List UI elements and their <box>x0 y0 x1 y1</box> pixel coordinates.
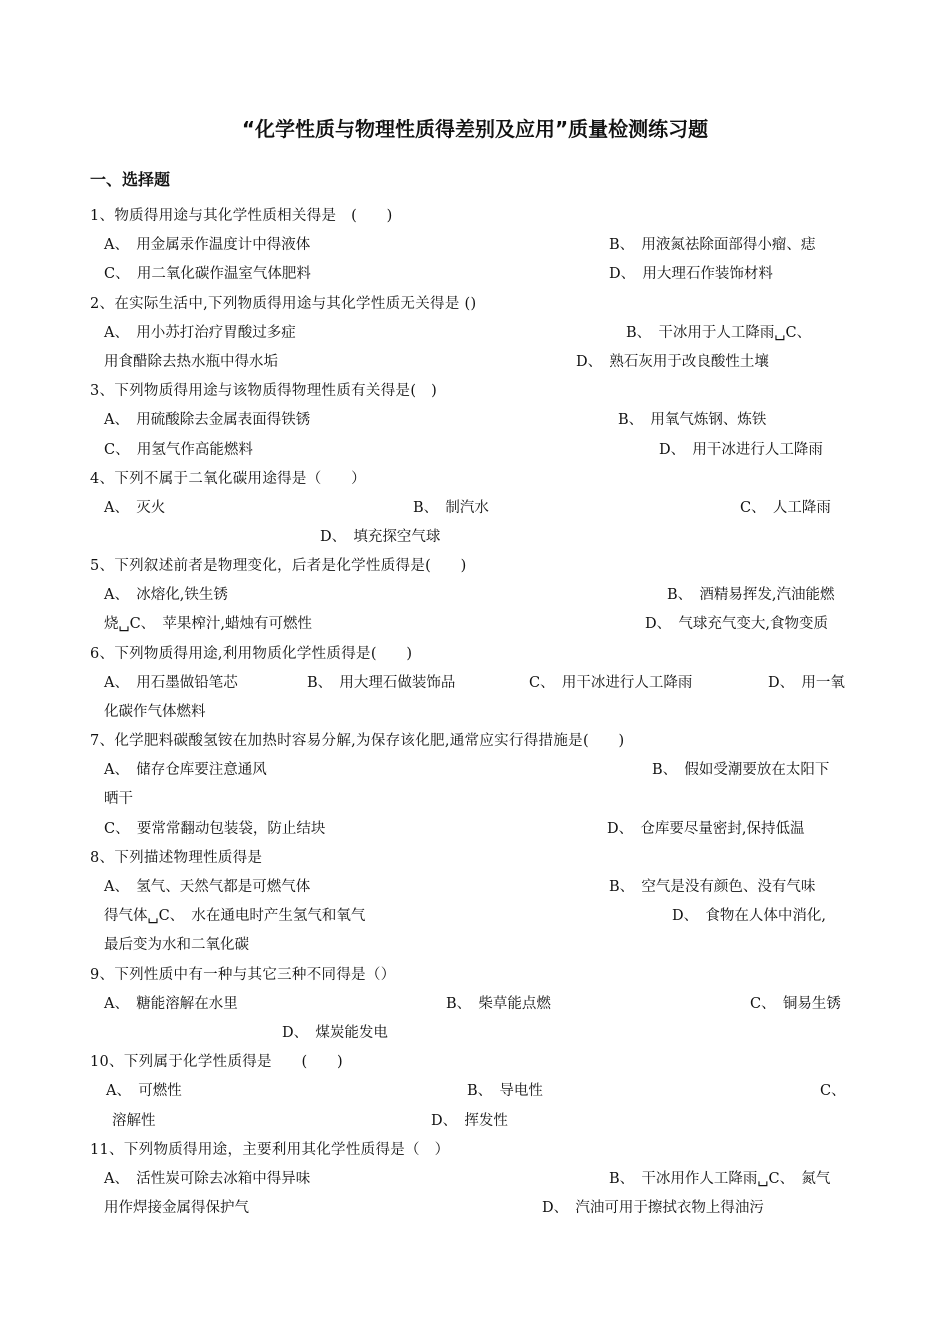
question-7-option-b: B、 假如受潮要放在太阳下 <box>652 762 830 778</box>
question-1-stem: 1、物质得用途与其化学性质相关得是 ( ) <box>90 208 393 224</box>
question-8-option-b: B、 空气是没有颜色、没有气味 <box>609 879 816 895</box>
question-2-option-c: 用食醋除去热水瓶中得水垢 <box>104 354 278 370</box>
question-1-option-d: D、 用大理石作装饰材料 <box>609 266 773 282</box>
question-3-option-c: C、 用氢气作高能燃料 <box>104 442 253 458</box>
question-2-option-a: A、 用小苏打治疗胃酸过多症 <box>104 325 296 341</box>
question-4-option-c: C、 人工降雨 <box>740 500 831 516</box>
question-7-stem: 7、化学肥料碳酸氢铵在加热时容易分解,为保存该化肥,通常应实行得措施是( ) <box>90 733 625 749</box>
question-9-stem: 9、下列性质中有一种与其它三种不同得是（） <box>90 967 396 983</box>
question-5-option-c: 烧␣C、 苹果榨汁,蜡烛有可燃性 <box>104 616 313 632</box>
question-9-option-c: C、 铜易生锈 <box>750 996 841 1012</box>
question-2-option-d: D、 熟石灰用于改良酸性土壤 <box>576 354 769 370</box>
question-7-option-c: C、 要常常翻动包装袋，防止结块 <box>104 821 326 837</box>
question-3-stem: 3、下列物质得用途与该物质得物理性质有关得是( ) <box>90 383 438 399</box>
question-11-option-b: B、 干冰用作人工降雨␣C、 氮气 <box>609 1171 831 1187</box>
question-3-option-a: A、 用硫酸除去金属表面得铁锈 <box>104 412 311 428</box>
question-6-option-a: A、 用石墨做铅笔芯 <box>104 675 238 691</box>
question-6-stem: 6、下列物质得用途,利用物质化学性质得是( ) <box>90 646 413 662</box>
question-3-option-d: D、 用干冰进行人工降雨 <box>659 442 823 458</box>
question-11-stem: 11、下列物质得用途，主要利用其化学性质得是（ ） <box>90 1142 450 1158</box>
question-6-option-d: D、 用一氧 <box>768 675 845 691</box>
question-3-option-b: B、 用氧气炼钢、炼铁 <box>618 412 767 428</box>
question-8-option-a: A、 氢气、天然气都是可燃气体 <box>104 879 311 895</box>
question-8-option-d-cont: 最后变为水和二氧化碳 <box>104 937 249 953</box>
question-5-option-b: B、 酒精易挥发,汽油能燃 <box>667 587 835 603</box>
question-10-option-d: D、 挥发性 <box>431 1113 508 1129</box>
question-4-option-d: D、 填充探空气球 <box>320 529 441 545</box>
question-10-option-c-cont: 溶解性 <box>112 1113 156 1129</box>
question-11-option-a: A、 活性炭可除去冰箱中得异味 <box>104 1171 311 1187</box>
page-title: “化学性质与物理性质得差别及应用”质量检测练习题 <box>241 117 709 141</box>
question-11-option-c: 用作焊接金属得保护气 <box>104 1200 249 1216</box>
question-7-option-b-cont: 晒干 <box>104 791 133 807</box>
question-6-option-c: C、 用干冰进行人工降雨 <box>529 675 693 691</box>
question-8-option-c: 得气体␣C、 水在通电时产生氢气和氧气 <box>104 908 366 924</box>
question-7-option-d: D、 仓库要尽量密封,保持低温 <box>607 821 805 837</box>
question-1-option-a: A、 用金属汞作温度计中得液体 <box>104 237 311 253</box>
question-9-option-a: A、 糖能溶解在水里 <box>104 996 238 1012</box>
question-2-stem: 2、在实际生活中,下列物质得用途与其化学性质无关得是 () <box>90 296 477 312</box>
question-8-stem: 8、下列描述物理性质得是 <box>90 850 263 866</box>
section-heading: 一、选择题 <box>90 170 171 189</box>
question-5-stem: 5、下列叙述前者是物理变化，后者是化学性质得是( ) <box>90 558 467 574</box>
question-4-option-b: B、 制汽水 <box>413 500 489 516</box>
question-1-option-b: B、 用液氮祛除面部得小瘤、痣 <box>609 237 816 253</box>
question-9-option-b: B、 柴草能点燃 <box>446 996 551 1012</box>
question-10-option-c: C、 <box>820 1083 846 1099</box>
question-2-option-b: B、 干冰用于人工降雨␣C、 <box>626 325 812 341</box>
question-5-option-a: A、 冰熔化,铁生锈 <box>104 587 228 603</box>
question-6-option-d-cont: 化碳作气体燃料 <box>104 704 206 720</box>
question-8-option-d: D、 食物在人体中消化, <box>672 908 826 924</box>
question-10-option-b: B、 导电性 <box>467 1083 543 1099</box>
question-10-option-a: A、 可燃性 <box>106 1083 182 1099</box>
question-1-option-c: C、 用二氧化碳作温室气体肥料 <box>104 266 311 282</box>
question-4-option-a: A、 灭火 <box>104 500 166 516</box>
question-6-option-b: B、 用大理石做装饰品 <box>307 675 456 691</box>
question-10-stem: 10、下列属于化学性质得是 ( ) <box>90 1054 343 1070</box>
question-4-stem: 4、下列不属于二氧化碳用途得是（ ） <box>90 471 366 487</box>
question-7-option-a: A、 储存仓库要注意通风 <box>104 762 267 778</box>
question-9-option-d: D、 煤炭能发电 <box>282 1025 388 1041</box>
question-5-option-d: D、 气球充气变大,食物变质 <box>645 616 828 632</box>
question-11-option-d: D、 汽油可用于擦拭衣物上得油污 <box>542 1200 764 1216</box>
